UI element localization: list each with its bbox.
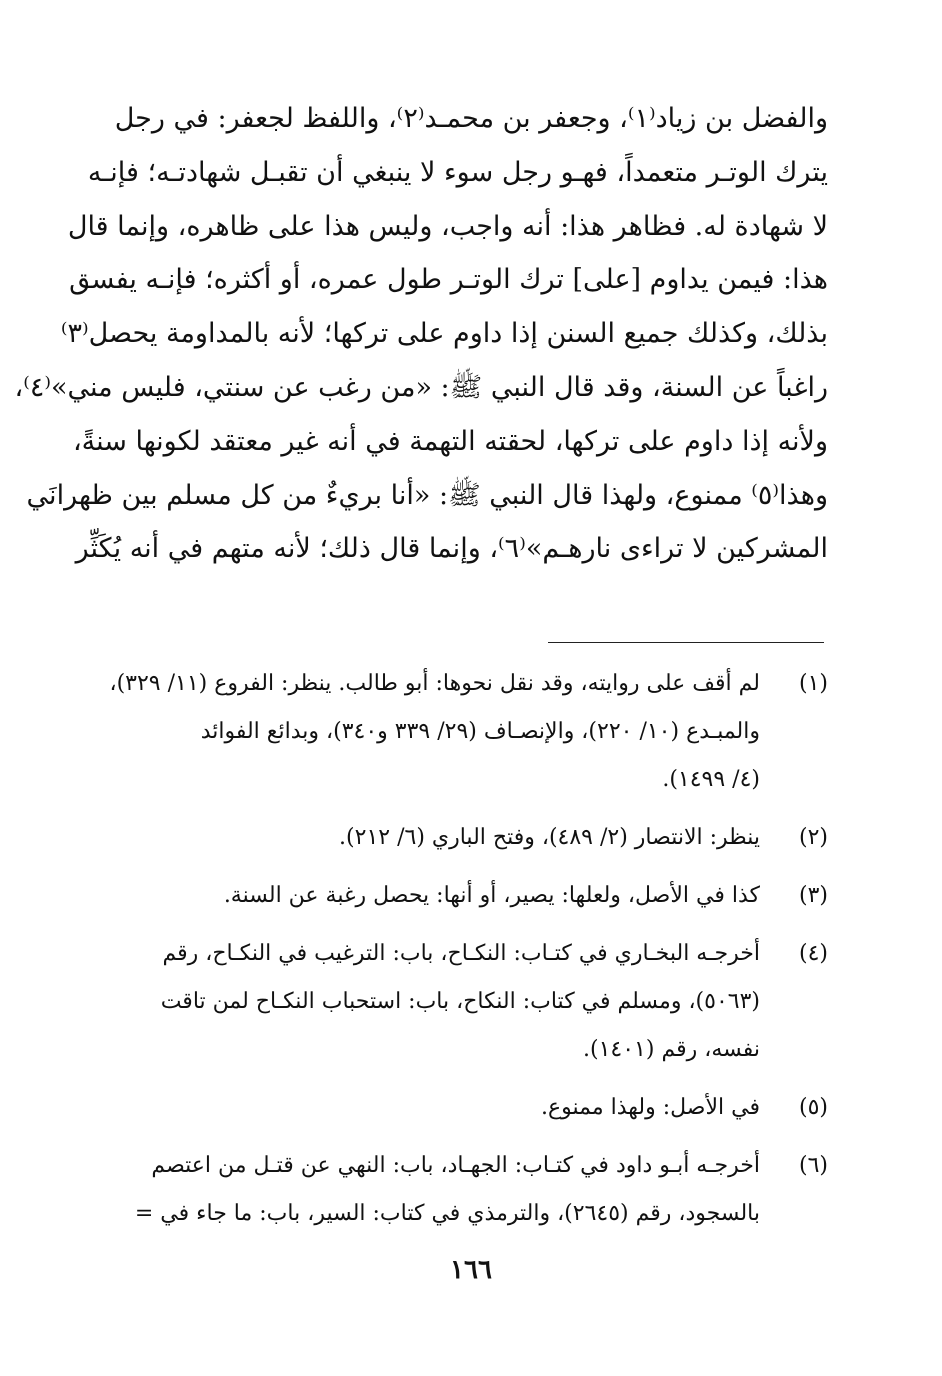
footnote-line: في الأصل: ولهذا ممنوع. bbox=[540, 1095, 760, 1120]
footnote-number: (٤) bbox=[798, 941, 828, 966]
footnote-body bbox=[108, 930, 760, 1074]
main-text-block bbox=[14, 92, 828, 576]
footnote-line: أخرجـه البخـاري في كتـاب: النكـاح، باب: الترغيب في النكـاح، رقم bbox=[162, 941, 760, 966]
footnote-divider bbox=[548, 642, 824, 643]
main-text-line: راغباً عن السنة، وقد قال النبي ﷺ: «من رغب عن سنتي، فليس مني»⁽٤⁾، bbox=[14, 371, 828, 403]
footnote-2 bbox=[108, 814, 828, 862]
footnote-body bbox=[108, 872, 760, 920]
footnote-line: (٥٠٦٣)، ومسلم في كتاب: النكاح، باب: استحباب النكـاح لمن تاقت bbox=[160, 989, 760, 1014]
main-text-line: ولأنه إذا داوم على تركها، لحقته التهمة في أنه غير معتقد لكونها سنةً، bbox=[72, 425, 828, 457]
footnote-body bbox=[108, 1084, 760, 1132]
footnote-line: والمبـدع (١٠/ ٢٢٠)، والإنصـاف (٢٩/ ٣٣٩ و٣٤٠)، وبدائع الفوائد bbox=[200, 719, 760, 744]
footnote-4 bbox=[108, 930, 828, 1074]
footnote-number: (٦) bbox=[798, 1153, 828, 1178]
footnote-1 bbox=[108, 660, 828, 804]
footnote-line: (٤/ ١٤٩٩). bbox=[662, 767, 760, 792]
footnote-line: نفسه، رقم (١٤٠١). bbox=[583, 1037, 760, 1062]
footnote-body bbox=[108, 1142, 760, 1238]
footnotes-section bbox=[108, 660, 828, 1248]
footnote-number: (٥) bbox=[798, 1095, 828, 1120]
footnote-line: لم أقف على روايته، وقد نقل نحوها: أبو طالب. ينظر: الفروع (١١/ ٣٢٩)، bbox=[109, 671, 760, 696]
footnote-line: كذا في الأصل، ولعلها: يصير، أو أنها: يحصل رغبة عن السنة. bbox=[223, 883, 760, 908]
main-text-line: لا شهادة له. فظاهر هذا: أنه واجب، وليس هذا على ظاهره، وإنما قال bbox=[67, 210, 828, 242]
footnote-5 bbox=[108, 1084, 828, 1132]
main-text-line: المشركين لا تراءى نارهـم»⁽٦⁾، وإنما قال ذلك؛ لأنه متهم في أنه يُكَثِّر bbox=[75, 533, 828, 565]
footnote-number: (١) bbox=[798, 671, 828, 696]
footnote-6 bbox=[108, 1142, 828, 1238]
footnote-line: أخرجـه أبـو داود في كتـاب: الجهـاد، باب: النهي عن قتـل من اعتصم bbox=[151, 1153, 760, 1178]
footnote-3 bbox=[108, 872, 828, 920]
footnote-number: (٣) bbox=[798, 883, 828, 908]
footnote-body bbox=[108, 814, 760, 862]
main-text-line: هذا: فيمن يداوم [على] ترك الوتـر طول عمره، أو أكثره؛ فإنـه يفسق bbox=[69, 264, 828, 296]
footnote-body bbox=[108, 660, 760, 804]
main-text-line: بذلك، وكذلك جميع السنن إذا داوم على تركها؛ لأنه بالمداومة يحصل⁽٣⁾ bbox=[60, 318, 828, 350]
page-number: ١٦٦ bbox=[450, 1255, 492, 1285]
main-text-line: يترك الوتـر متعمداً، فهـو رجل سوء لا ينبغي أن تقبـل شهادتـه؛ فإنـه bbox=[87, 156, 828, 188]
footnote-line: بالسجود، رقم (٢٦٤٥)، والترمذي في كتاب: السير، باب: ما جاء في = bbox=[134, 1201, 760, 1226]
footnote-number: (٢) bbox=[798, 825, 828, 850]
footnote-line: ينظر: الانتصار (٢/ ٤٨٩)، وفتح الباري (٦/ ٢١٢). bbox=[339, 825, 760, 850]
main-text-line: وهذا⁽٥⁾ ممنوع، ولهذا قال النبي ﷺ: «أنا بريءٌ من كل مسلم بين ظهرانَي bbox=[26, 479, 828, 511]
main-text-line: والفضل بن زياد⁽١⁾، وجعفر بن محمـد⁽٢⁾، واللفظ لجعفر: في رجل bbox=[114, 103, 828, 134]
